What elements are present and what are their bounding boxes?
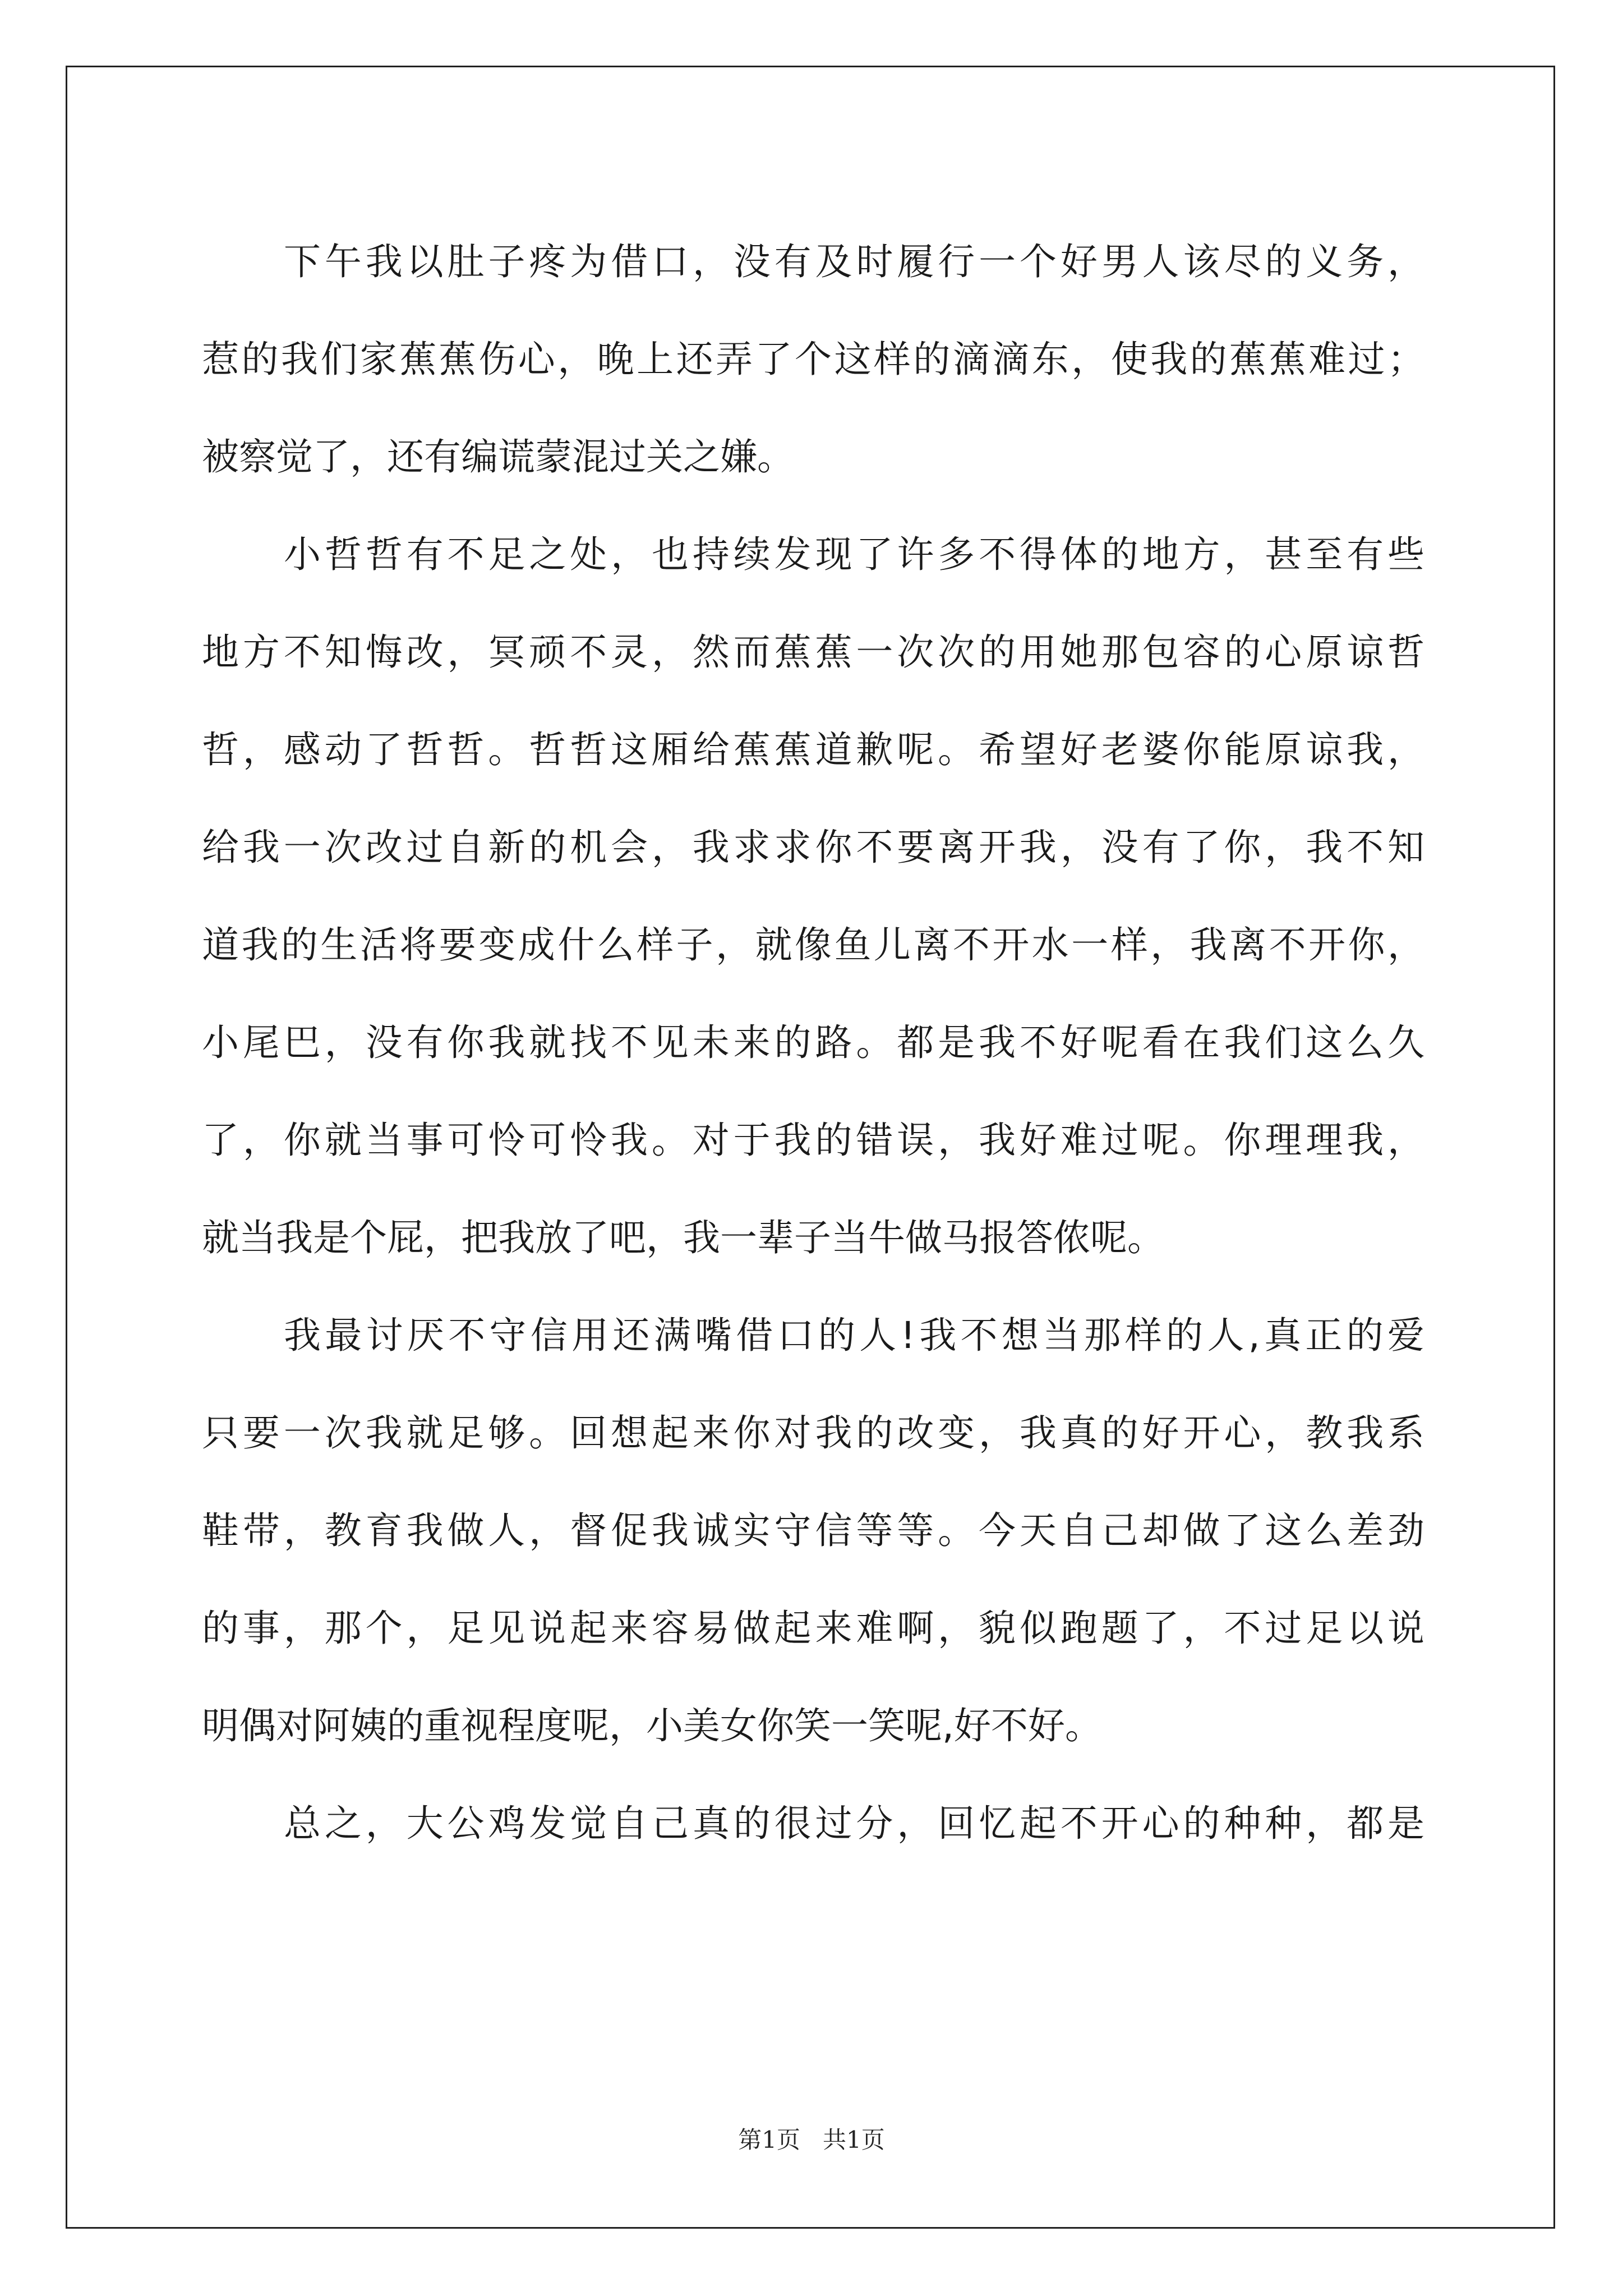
text-line: 总之，大公鸡发觉自己真的很过分，回忆起不开心的种种，都是 [284, 1802, 1424, 1845]
text-line: 小哲哲有不足之处，也持续发现了许多不得体的地方，甚至有些 [284, 533, 1424, 576]
text-line: 我最讨厌不守信用还满嘴借口的人!我不想当那样的人,真正的爱 [284, 1314, 1424, 1357]
page-number: 第1页 [738, 2126, 800, 2154]
text-line: 下午我以肚子疼为借口，没有及时履行一个好男人该尽的义务， [284, 240, 1424, 283]
document-body [202, 213, 1424, 1872]
text-line: 明偶对阿姨的重视程度呢，小美女你笑一笑呢,好不好。 [202, 1704, 1102, 1747]
text-line: 给我一次改过自新的机会，我求求你不要离开我，没有了你，我不知 [202, 826, 1424, 869]
text-line: 惹的我们家蕉蕉伤心，晚上还弄了个这样的滴滴东，使我的蕉蕉难过； [202, 338, 1424, 381]
text-line: 鞋带，教育我做人，督促我诚实守信等等。今天自己却做了这么差劲 [202, 1509, 1424, 1552]
text-line: 只要一次我就足够。回想起来你对我的改变，我真的好开心，教我系 [202, 1411, 1424, 1455]
page-total: 共1页 [823, 2126, 885, 2154]
text-line: 被察觉了，还有编谎蒙混过关之嫌。 [202, 435, 794, 478]
text-line: 小尾巴，没有你我就找不见未来的路。都是我不好呢看在我们这么久 [202, 1021, 1424, 1064]
text-line: 哲，感动了哲哲。哲哲这厢给蕉蕉道歉呢。希望好老婆你能原谅我， [202, 728, 1424, 771]
page-footer [0, 2122, 1623, 2155]
text-line: 的事，那个，足见说起来容易做起来难啊，貌似跑题了，不过足以说 [202, 1607, 1424, 1650]
text-line: 就当我是个屁，把我放了吧，我一辈子当牛做马报答侬呢。 [202, 1216, 1164, 1259]
text-line: 了，你就当事可怜可怜我。对于我的错误，我好难过呢。你理理我， [202, 1119, 1424, 1162]
text-line: 地方不知悔改，冥顽不灵，然而蕉蕉一次次的用她那包容的心原谅哲 [202, 631, 1424, 674]
text-line: 道我的生活将要变成什么样子，就像鱼儿离不开水一样，我离不开你， [202, 923, 1424, 967]
